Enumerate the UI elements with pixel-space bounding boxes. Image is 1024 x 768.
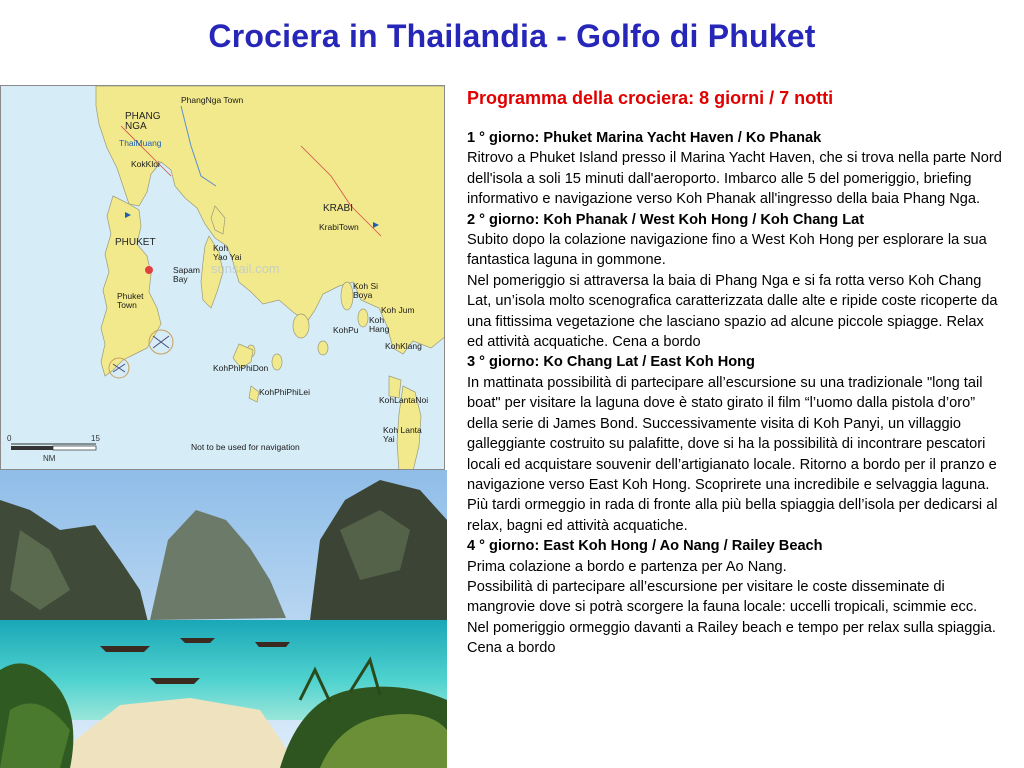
label-koh-lanta-noi: KohLantaNoi xyxy=(379,395,429,405)
day-4-paragraph-1: Prima colazione a bordo e partenza per Ao Nang. xyxy=(467,558,787,575)
label-phang-nga: PHANG NGA xyxy=(125,111,161,132)
day-2-title: 2 ° giorno: Koh Phanak / West Koh Hong / Koh Chang Lat xyxy=(467,211,865,228)
day-4-paragraph-2: Possibilità di partecipare all’escursione per visitare le coste disseminate di mangrovie dove si potrà scorgere la fauna locale: uccelli tropicali, scimmie ecc. Nel pomeriggio ormeggio davanti a Railey beach e tempo per relax sulla spiaggia. Cena a bordo xyxy=(467,578,996,657)
map-disclaimer: Not to be used for navigation xyxy=(191,442,300,452)
label-krabi-town: KrabiTown xyxy=(319,222,359,232)
map-drawing xyxy=(1,86,445,470)
label-koh-jum: Koh Jum xyxy=(381,305,415,315)
scale-max: 15 xyxy=(91,434,100,443)
label-koh-yao-yai: Koh Yao Yai xyxy=(213,243,242,262)
day-3-paragraph-1: In mattinata possibilità di partecipare all’escursione su una tradizionale "long tail boat" per visitare la laguna dove è stato girato il film “l’uomo dalla pistola d’oro” della serie di James Bond. Successivamente visita di Koh Panyi, un villaggio galleggiante costruito su palafitte, dove si ha la possibilità di incontrare pescatori locali ed acquistare souvenir dell’artigianato locale. Ritorno a bordo per il pranzo e navigazione verso East Koh Hong. Scoprirete una incredibile e selvaggia laguna. Più tardi ormeggio in rada di fronte alla più bella spiaggia dell’isola per dedicarsi al relax, bagni ed attività acquatiche. xyxy=(467,374,998,534)
day-3-title: 3 ° giorno: Ko Chang Lat / East Koh Hong xyxy=(467,354,755,371)
label-phuket: PHUKET xyxy=(115,237,156,248)
label-koh-hang: Koh Hang xyxy=(369,315,390,334)
label-phangnga-town: PhangNga Town xyxy=(181,95,244,105)
itinerary-heading: Programma della crociera: 8 giorni / 7 notti xyxy=(467,88,834,108)
watermark-text: sunsail.com xyxy=(211,261,280,276)
label-thai-muang: ThaiMuang xyxy=(119,138,162,148)
label-kok-kloi: KokKloi xyxy=(131,159,160,169)
day-2-paragraph-2: Nel pomeriggio si attraversa la baia di Phang Nga e si fa rotta verso Koh Chang Lat, un’isola molto scenografica caratterizzata dalle alte e ripide coste ricoperte da una fittissima vegetazione che lasciano spazio ad alcune piccole spiagge. Relax ed attività acquatiche. Cena a bordo xyxy=(467,272,998,351)
label-phuket-town: Phuket Town xyxy=(117,291,144,310)
slide-title: Crociera in Thailandia - Golfo di Phuket xyxy=(208,18,816,54)
phuket-bay-map xyxy=(0,85,445,470)
day-2-paragraph-1: Subito dopo la colazione navigazione fino a West Koh Hong per esplorare la sua fantastica laguna in gommone. xyxy=(467,232,987,269)
label-koh-phiphi-don: KohPhiPhiDon xyxy=(213,363,269,373)
label-koh-lanta-yai: Koh Lanta Yai xyxy=(383,425,422,444)
scale-zero: 0 xyxy=(7,434,12,443)
day-4-title: 4 ° giorno: East Koh Hong / Ao Nang / Railey Beach xyxy=(467,538,823,555)
maya-bay-photo xyxy=(0,470,447,768)
label-koh-si-boya: Koh Si Boya xyxy=(353,281,379,300)
label-koh-pu: KohPu xyxy=(333,325,359,335)
scale-unit: NM xyxy=(43,454,56,463)
day-1-title: 1 ° giorno: Phuket Marina Yacht Haven / Ko Phanak xyxy=(467,130,822,146)
label-koh-klang: KohKlang xyxy=(385,341,422,351)
label-sapam-bay: Sapam Bay xyxy=(173,265,200,284)
itinerary-text xyxy=(467,128,1002,659)
label-krabi: KRABI xyxy=(323,203,354,214)
label-koh-phiphi-lei: KohPhiPhiLei xyxy=(259,387,311,397)
beach-lagoon-illustration xyxy=(0,470,447,768)
day-1-paragraph-1: Ritrovo a Phuket Island presso il Marina Yacht Haven, che si trova nella parte Nord dell'isola a soli 15 minuti dall'aeroporto. Imbarco alle 5 del pomeriggio, briefing informativo e navigazione verso Koh Phanak all'ingresso della baia Phang Nga. xyxy=(467,150,1002,208)
